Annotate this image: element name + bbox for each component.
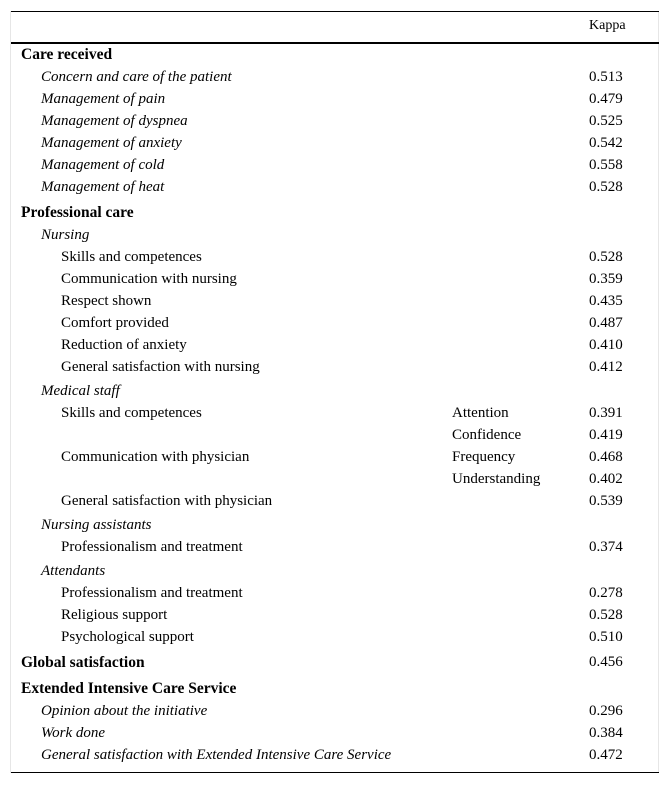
row-label: Psychological support — [61, 629, 194, 645]
row-label: Reduction of anxiety — [61, 337, 187, 353]
row-label: General satisfaction with nursing — [61, 359, 260, 375]
sub-item-label: Confidence — [452, 427, 522, 443]
kappa-value: 0.402 — [589, 471, 623, 487]
row-label: Skills and competences — [61, 249, 202, 265]
kappa-value: 0.528 — [589, 179, 623, 195]
table-row — [11, 606, 659, 628]
row-label: Opinion about the initiative — [41, 703, 208, 719]
row-label: Attendants — [41, 563, 106, 579]
row-label: Work done — [41, 725, 106, 741]
table-row — [11, 134, 659, 156]
kappa-column-header: Kappa — [589, 18, 626, 33]
table-row — [11, 404, 659, 426]
row-label: Management of anxiety — [41, 135, 182, 151]
row-label: Management of heat — [41, 179, 165, 195]
table-row — [11, 538, 659, 560]
subsection-medical-staff — [11, 382, 659, 404]
table-row — [11, 358, 659, 380]
kappa-value: 0.472 — [589, 747, 623, 763]
kappa-value: 0.542 — [589, 135, 623, 151]
row-label: General satisfaction with Extended Intensive Care Service — [41, 747, 392, 763]
sub-item-label: Frequency — [452, 449, 516, 465]
row-label: Nursing assistants — [41, 517, 152, 533]
row-label: Nursing — [41, 227, 90, 243]
row-label: Management of dyspnea — [41, 113, 188, 129]
subsection-attendants — [11, 562, 659, 584]
row-label: Professional care — [21, 204, 134, 221]
row-label: Respect shown — [61, 293, 152, 309]
row-label: Comfort provided — [61, 315, 169, 331]
table-row — [11, 584, 659, 606]
table-row — [11, 90, 659, 112]
kappa-value: 0.359 — [589, 271, 623, 287]
table-row — [11, 178, 659, 200]
kappa-value: 0.391 — [589, 405, 623, 421]
table-row — [11, 492, 659, 514]
row-label: Communication with physician — [61, 449, 250, 465]
table-row — [11, 724, 659, 746]
kappa-value: 0.456 — [589, 654, 623, 670]
kappa-value: 0.513 — [589, 69, 623, 85]
table-row — [11, 112, 659, 134]
kappa-value: 0.410 — [589, 337, 623, 353]
kappa-value: 0.468 — [589, 449, 623, 465]
kappa-value: 0.558 — [589, 157, 623, 173]
row-label: Concern and care of the patient — [41, 69, 232, 85]
section-professional-care — [11, 203, 659, 225]
row-label: Care received — [21, 46, 113, 63]
table-row — [11, 426, 659, 448]
kappa-value: 0.525 — [589, 113, 623, 129]
kappa-value: 0.374 — [589, 539, 623, 555]
table-row — [11, 336, 659, 358]
kappa-value: 0.539 — [589, 493, 623, 509]
kappa-value: 0.528 — [589, 607, 623, 623]
kappa-value: 0.278 — [589, 585, 623, 601]
row-label: Professionalism and treatment — [61, 585, 243, 601]
table-header-rule — [11, 42, 659, 44]
row-label: Skills and competences — [61, 405, 202, 421]
row-label: Religious support — [61, 607, 168, 623]
table-row — [11, 248, 659, 270]
subsection-nursing — [11, 226, 659, 248]
kappa-value: 0.419 — [589, 427, 623, 443]
sub-item-label: Attention — [452, 405, 509, 421]
table-row — [11, 270, 659, 292]
section-care-received — [11, 45, 659, 67]
row-label: General satisfaction with physician — [61, 493, 273, 509]
kappa-value: 0.296 — [589, 703, 623, 719]
sub-item-label: Understanding — [452, 471, 541, 487]
row-label: Management of cold — [41, 157, 165, 173]
row-label: Medical staff — [41, 383, 120, 399]
section-global-satisfaction — [11, 653, 659, 675]
row-label: Management of pain — [41, 91, 166, 107]
kappa-value: 0.435 — [589, 293, 623, 309]
section-extended-intensive-care-service — [11, 679, 659, 701]
kappa-value: 0.510 — [589, 629, 623, 645]
table-row — [11, 702, 659, 724]
kappa-value: 0.412 — [589, 359, 623, 375]
table-row — [11, 628, 659, 650]
kappa-value: 0.384 — [589, 725, 623, 741]
subsection-nursing-assistants — [11, 516, 659, 538]
table-row — [11, 292, 659, 314]
row-label: Extended Intensive Care Service — [21, 680, 237, 697]
row-label: Professionalism and treatment — [61, 539, 243, 555]
table-row — [11, 470, 659, 492]
table-bottom-rule — [11, 772, 659, 773]
row-label: Global satisfaction — [21, 654, 145, 671]
kappa-value: 0.479 — [589, 91, 623, 107]
kappa-value: 0.528 — [589, 249, 623, 265]
table-top-rule — [11, 11, 659, 12]
kappa-value: 0.487 — [589, 315, 623, 331]
row-label: Communication with nursing — [61, 271, 237, 287]
table-row — [11, 448, 659, 470]
table-row — [11, 314, 659, 336]
table-row — [11, 156, 659, 178]
table-row — [11, 746, 659, 768]
table-row — [11, 68, 659, 90]
